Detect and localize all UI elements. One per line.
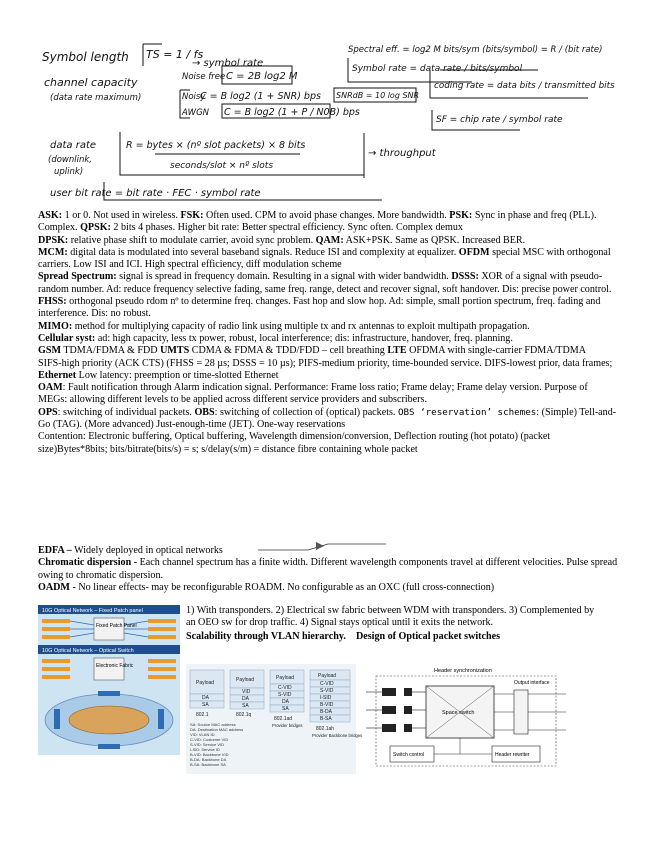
vlan-header-2: Payload — [236, 677, 255, 683]
vlan-legend-3: VID: VLAN ID — [190, 732, 215, 737]
para-edfa: EDFA – Widely deployed in optical networks — [38, 545, 223, 556]
vlan-col3-r1: C-VID — [278, 685, 292, 691]
vlan-legend-9: B-SA: Backbone SA — [190, 762, 226, 767]
ops-figure — [364, 664, 568, 776]
para-mimo: MIMO: method for multiplying capacity of radio link using multiple tx and rx antennas to exploit multipath propagation. — [38, 320, 530, 332]
notes-body — [38, 210, 618, 456]
handwritten-formulas — [0, 0, 655, 210]
ops-right-label: Output interface — [514, 680, 550, 686]
vlan-header-3: Payload — [276, 675, 295, 681]
para-gsm-umts-lte: GSM TDMA/FDMA & FDD UMTS CDMA & FDMA & TDD/FDD – cell breathing LTE OFDMA with single-carrier FDMA/TDMA — [38, 345, 587, 357]
vlan-col4-r4: B-VID — [320, 702, 334, 708]
ops-bottom-left-label: Switch control — [393, 752, 425, 758]
vlan-col1-r2: SA — [202, 702, 209, 708]
vlan-col2-r2: DA — [242, 696, 249, 702]
vlan-col1-r1: DA — [202, 695, 209, 701]
ts-formula: TS = 1 / fs — [146, 48, 204, 61]
user-bit-rate: user bit rate = bit rate · FEC · symbol rate — [50, 188, 261, 199]
vlan-heading: Scalability through VLAN hierarchy. — [186, 630, 346, 642]
vlan-col4-r2: S-VID — [320, 688, 334, 694]
vlan-header-4: Payload — [318, 673, 337, 679]
vlan-col4-r5: B-DA — [320, 709, 332, 715]
vlan-figure — [186, 664, 363, 774]
symbol-length-label: Symbol length — [42, 50, 129, 64]
vlan-legend-4: C-VID: Customer VID — [190, 737, 229, 742]
vlan-footer-2: 802.1q — [236, 712, 252, 718]
para-spread-spectrum: Spread Spectrum: signal is spread in frequency domain. Resulting in a signal with wider bandwidth. DSSS: XOR of a signal with pseudo-random number. Ad: reduce frequency selective fading, same freq. range, detect and recover signal, soft handover. Dis: precise power control. FHSS: orthogonal pseudo rdom nº to determine freq. changes. Fast hop and slow hop. Ad: simple, small portion spectrum, freq. fading and interference. Dis: no robust. — [38, 271, 612, 320]
snr-db: SNRdB = 10 log SNR — [336, 91, 420, 100]
network-box1: Fixed Patch Panel — [96, 623, 137, 629]
awgn-label: AWGN — [182, 108, 210, 118]
data-rate-label: data rate — [50, 140, 97, 151]
channel-capacity-label: channel capacity — [44, 76, 138, 89]
para-modulation: ASK: 1 or 0. Not used in wireless. FSK: Often used. CPM to avoid phase changes. More bandwidth. PSK: Sync in phase and freq (PLL). Complex. QPSK: 2 bits 4 phases. Higher bit rate: Better spectral efficiency. Sync often. Complex demux — [38, 210, 597, 234]
r-formula-num: R = bytes × (nº slot packets) × 8 bits — [126, 140, 306, 151]
noise-free-formula: C = 2B log2 M — [226, 71, 298, 82]
vlan-col4-r1: C-VID — [320, 681, 334, 687]
para-contention: Contention: Electronic buffering, Optical buffering, Wavelength dimension/conversion, Deflection routing (hot potato) (packet size)Bytes*8bits; bits/bitrate(bits/s) = s; s/delay(s/m) = distance fibre containing whole packet — [38, 431, 551, 455]
r-formula-den: seconds/slot × nº slots — [170, 161, 274, 171]
vlan-footer-4: 802.1ah — [316, 726, 335, 732]
para-oadm: OADM - No linear effects- may be reconfigurable ROADM. No configurable as an OXC (full cross-connection) — [38, 581, 495, 593]
para-ethernet: Ethernet Low latency: preemption or time-slotted Ethernet — [38, 369, 279, 381]
para-oam: OAM: Fault notification through Alarm indication signal. Performance: Frame loss ratio; Frame delay; Frame delay version. Purpose of MEGs: allowing different levels to be applied across different service providers and subscribers. — [38, 382, 588, 406]
para-sifs: SIFS-high priority (ACK CTS) (FHSS = 28 µs; DSSS = 10 µs); PIFS-medium priority, time-bounded service. DIFS-lowest prior, data frames; — [38, 357, 613, 369]
vlan-legend-5: S-VID: Service VID — [190, 742, 225, 747]
vlan-legend-8: B-DA: Backbone DA — [190, 757, 227, 762]
vlan-col3-r3: DA — [282, 699, 289, 705]
network-box2: Electronic Fabric — [96, 663, 134, 669]
vlan-legend-1: SA: Source MAC address — [190, 722, 236, 727]
ops-heading: Design of Optical packet switches — [355, 630, 501, 642]
coding-rate-formula: coding rate = data bits / transmitted bits — [434, 81, 615, 91]
para-dpsk: DPSK: relative phase shift to modulate carrier, avoid sync problem. QAM: ASK+PSK. Same as QPSK. Increased BER. — [38, 234, 526, 246]
sf-formula: SF = chip rate / symbol rate — [436, 115, 563, 125]
spectral-eff: Spectral eff. = log2 M bits/sym (bits/symbol) = R / (bit rate) — [348, 45, 603, 55]
noisy-label: Noisy — [182, 92, 206, 102]
data-rate-sub2: uplink) — [54, 167, 84, 177]
symbol-rate-formula: Symbol rate = data rate / bits/symbol — [352, 64, 523, 74]
throughput-label: → throughput — [368, 148, 436, 159]
ts-note: → symbol rate — [192, 58, 264, 69]
vlan-col3-r4: SA — [282, 706, 289, 712]
vlan-footer-1: 802.1 — [196, 712, 209, 718]
noisy-formula: C = B log2 (1 + SNR) bps — [200, 91, 321, 102]
vlan-legend-6: I-SID: Service ID — [190, 747, 220, 752]
network-figure — [38, 605, 180, 755]
ops-bottom-right-label: Header rewriter — [495, 752, 530, 758]
network-top-label: 10G Optical Network – Fixed Patch panel — [42, 608, 143, 614]
vlan-col2-r3: SA — [242, 703, 249, 709]
vlan-footer-3-sub: Provider bridges — [272, 723, 303, 728]
edfa-sketch — [258, 538, 388, 558]
channel-capacity-sub: (data rate maximum) — [50, 93, 142, 103]
data-rate-sub1: (downlink, — [48, 155, 92, 165]
vlan-footer-4-sub: Provider Backbone bridges — [312, 733, 363, 738]
network-mid-label: 10G Optical Network – Optical Switch — [42, 648, 134, 654]
para-ops-obs: OPS: switching of individual packets. OBS: switching of collection of (optical) packets. OBS ‘reservation’ schemes: (Simple) Tell-and-Go (TAG). (More advanced) Just-enough-time (JET). One-way reservations — [38, 406, 617, 431]
vlan-legend-7: B-VID: Backbone VID — [190, 752, 229, 757]
vlan-col2-r1: VID — [242, 689, 251, 695]
ops-center-label: Space switch — [442, 710, 475, 716]
ops-top-label: Header synchronization — [434, 668, 492, 674]
vlan-header-1: Payload — [196, 680, 215, 686]
vlan-col3-r2: S-VID — [278, 692, 292, 698]
para-chromatic: Chromatic dispersion - Each channel spectrum has a finite width. Different wavelength components travel at different velocities. Pulse spread owing to chromatic dispersion. — [38, 557, 618, 581]
noise-free-label: Noise free — [182, 72, 226, 82]
vlan-col4-r3: I-SID — [320, 695, 332, 701]
para-cellular: Cellular syst: ad: high capacity, less tx power, robust, local interference; dis: infrastructure, handover, freq. planning. — [38, 332, 513, 344]
vlan-footer-3: 802.1ad — [274, 716, 293, 722]
figure-headings — [186, 631, 596, 643]
oxc-section — [186, 605, 596, 643]
vlan-col4-r6: B-SA — [320, 716, 332, 722]
awgn-formula: C = B log2 (1 + P / N0B) bps — [224, 107, 360, 118]
para-mcm: MCM: digital data is modulated into several baseband signals. Reduce ISI and complexity at equalizer. OFDM special MSC with orthogonal carriers. Low ISI and ICI. High spectral efficiency, diff modulation scheme — [38, 246, 611, 271]
oxc-list: 1) With transponders. 2) Electrical sw fabric between WDM with transponders. 3) Complemented by an OEO sw for drop traffic. 4) Signal stays optical until it exits the network. — [186, 605, 595, 629]
vlan-legend-2: DA: Destination MAC address — [190, 727, 244, 732]
